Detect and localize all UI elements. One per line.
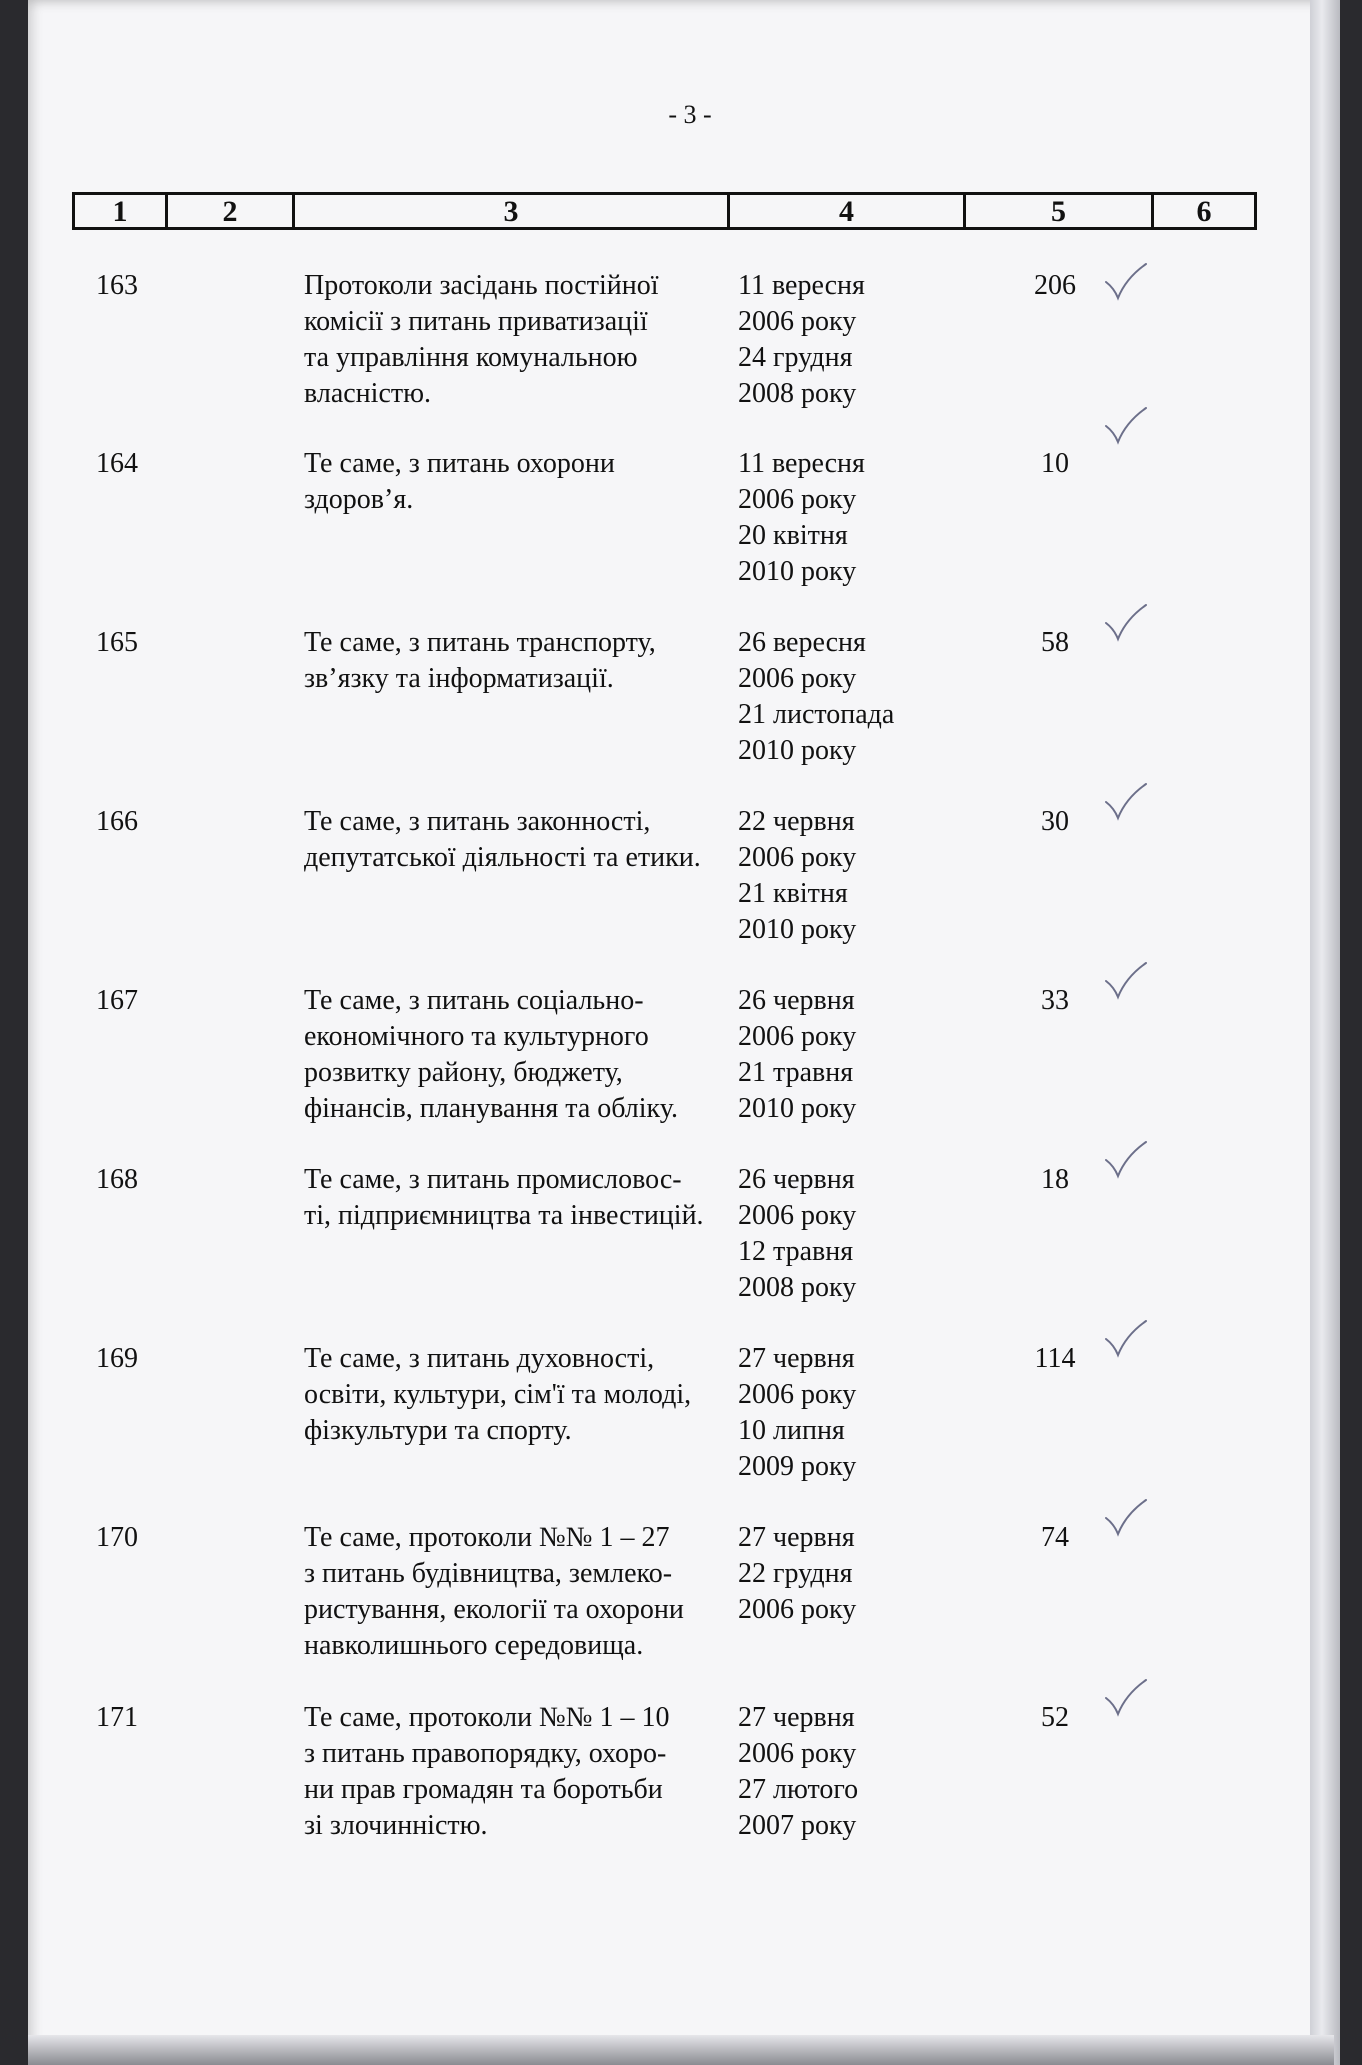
checkmark-icon (1102, 1319, 1148, 1359)
entry-sheet-count: 18 (1041, 1164, 1069, 1195)
entry-sheet-count: 10 (1041, 448, 1069, 479)
entry-title-line: Те саме, протоколи №№ 1 – 27 (304, 1522, 670, 1553)
column-header-row (72, 192, 1257, 230)
checkmark-icon (1102, 1498, 1148, 1538)
entry-date-line: 27 лютого (738, 1774, 859, 1805)
entry-date-line: 2006 року (738, 842, 857, 873)
entry-date-line: 27 червня (738, 1343, 855, 1374)
entry-date-line: 2006 року (738, 1594, 857, 1625)
entry-date-line: 10 липня (738, 1415, 845, 1446)
entry-date-line: 2006 року (738, 306, 857, 337)
entry-number: 163 (96, 270, 138, 301)
entry-date-line: 27 червня (738, 1702, 855, 1733)
entry-title-line: здоров’я. (304, 484, 414, 515)
entry-dates (738, 268, 948, 412)
entry-dates (738, 446, 948, 590)
entry-title-line: ни прав громадян та боротьби (304, 1774, 663, 1805)
entry-date-line: 2006 року (738, 484, 857, 515)
entry-sheet-count: 52 (1041, 1702, 1069, 1733)
entry-dates (738, 1162, 948, 1306)
entry-title (304, 1162, 744, 1234)
entry-sheet-count: 58 (1041, 627, 1069, 658)
entry-title-line: з питань правопорядку, охоро- (304, 1738, 667, 1769)
entry-title-line: фізкультури та спорту. (304, 1415, 572, 1446)
entry-title-line: навколишнього середовища. (304, 1630, 644, 1661)
checkmark-icon (1102, 262, 1148, 302)
entry-date-line: 2008 року (738, 378, 857, 409)
entry-title-line: ті, підприємництва та інвестицій. (304, 1200, 704, 1231)
entry-title (304, 1341, 744, 1449)
checkmark-icon (1102, 782, 1148, 822)
entry-title-line: Те саме, з питань охорони (304, 448, 615, 479)
entry-date-line: 11 вересня (738, 270, 865, 301)
entry-dates (738, 1341, 948, 1485)
entry-title-line: Протоколи засідань постійної (304, 270, 659, 301)
entry-number: 167 (96, 985, 138, 1016)
column-header-3: 3 (295, 195, 730, 227)
entry-date-line: 2006 року (738, 1379, 857, 1410)
entry-title-line: Те саме, протоколи №№ 1 – 10 (304, 1702, 670, 1733)
entry-title-line: власністю. (304, 378, 432, 409)
entry-title-line: зв’язку та інформатизації. (304, 663, 614, 694)
entry-date-line: 21 травня (738, 1057, 854, 1088)
entry-date-line: 20 квітня (738, 520, 848, 551)
entry-title-line: розвитку району, бюджету, (304, 1057, 623, 1088)
entry-number: 168 (96, 1164, 138, 1195)
entry-number: 170 (96, 1522, 138, 1553)
entry-date-line: 24 грудня (738, 342, 853, 373)
entry-title (304, 983, 744, 1127)
entry-date-line: 21 квітня (738, 878, 848, 909)
checkmark-icon (1102, 603, 1148, 643)
entry-date-line: 2006 року (738, 1200, 857, 1231)
entry-title (304, 268, 744, 412)
entry-date-line: 22 грудня (738, 1558, 853, 1589)
entry-title-line: Те саме, з питань законності, (304, 806, 651, 837)
entry-title-line: освіти, культури, сім'ї та молоді, (304, 1379, 692, 1410)
column-header-5: 5 (966, 195, 1154, 227)
entry-title-line: Те саме, з питань транспорту, (304, 627, 656, 658)
column-header-1: 1 (75, 195, 168, 227)
entry-number: 169 (96, 1343, 138, 1374)
entry-title (304, 625, 744, 697)
entry-date-line: 2007 року (738, 1810, 857, 1841)
entry-dates (738, 983, 948, 1127)
entry-number: 165 (96, 627, 138, 658)
entry-sheet-count: 114 (1034, 1343, 1076, 1374)
entry-date-line: 21 листопада (738, 699, 895, 730)
entry-title-line: з питань будівництва, землеко- (304, 1558, 673, 1589)
entry-date-line: 2010 року (738, 914, 857, 945)
page-number: - 3 - (668, 100, 712, 129)
entry-title-line: економічного та культурного (304, 1021, 649, 1052)
entry-date-line: 26 червня (738, 1164, 855, 1195)
entry-sheet-count: 30 (1041, 806, 1069, 837)
entry-title-line: зі злочинністю. (304, 1810, 488, 1841)
entry-date-line: 22 червня (738, 806, 855, 837)
entry-date-line: 2010 року (738, 1093, 857, 1124)
entry-date-line: 11 вересня (738, 448, 865, 479)
entry-title (304, 1700, 744, 1844)
page-bottom-shadow (28, 2035, 1334, 2065)
entry-title-line: комісії з питань приватизації (304, 306, 648, 337)
entry-date-line: 2010 року (738, 735, 857, 766)
checkmark-icon (1102, 1678, 1148, 1718)
entry-sheet-count: 33 (1041, 985, 1069, 1016)
entry-title-line: фінансів, планування та обліку. (304, 1093, 678, 1124)
column-header-2: 2 (168, 195, 295, 227)
checkmark-icon (1102, 1140, 1148, 1180)
entry-title (304, 1520, 744, 1664)
entry-title-line: Те саме, з питань духовності, (304, 1343, 655, 1374)
entry-date-line: 2006 року (738, 663, 857, 694)
entry-sheet-count: 206 (1034, 270, 1076, 301)
entry-title-line: ристування, екології та охорони (304, 1594, 684, 1625)
page-edge (1310, 0, 1340, 2065)
entry-dates (738, 804, 948, 948)
entry-title-line: та управління комунальною (304, 342, 638, 373)
entry-date-line: 2010 року (738, 556, 857, 587)
entry-date-line: 26 вересня (738, 627, 866, 658)
column-header-6: 6 (1196, 195, 1212, 228)
entry-title-line: Те саме, з питань промисловос- (304, 1164, 682, 1195)
entry-title (304, 446, 744, 518)
entry-date-line: 2006 року (738, 1021, 857, 1052)
column-header-4: 4 (730, 195, 966, 227)
entry-title (304, 804, 744, 876)
entry-number: 164 (96, 448, 138, 479)
entry-title-line: депутатської діяльності та етики. (304, 842, 701, 873)
entry-date-line: 12 травня (738, 1236, 854, 1267)
entry-date-line: 2006 року (738, 1738, 857, 1769)
entry-sheet-count: 74 (1041, 1522, 1069, 1553)
entry-date-line: 2009 року (738, 1451, 857, 1482)
entry-dates (738, 1700, 948, 1844)
entry-dates (738, 1520, 948, 1628)
entry-date-line: 26 червня (738, 985, 855, 1016)
entry-title-line: Те саме, з питань соціально- (304, 985, 644, 1016)
entry-date-line: 2008 року (738, 1272, 857, 1303)
checkmark-icon (1102, 406, 1148, 446)
entry-number: 166 (96, 806, 138, 837)
checkmark-icon (1102, 961, 1148, 1001)
entry-date-line: 27 червня (738, 1522, 855, 1553)
entry-number: 171 (96, 1702, 138, 1733)
entry-dates (738, 625, 948, 769)
